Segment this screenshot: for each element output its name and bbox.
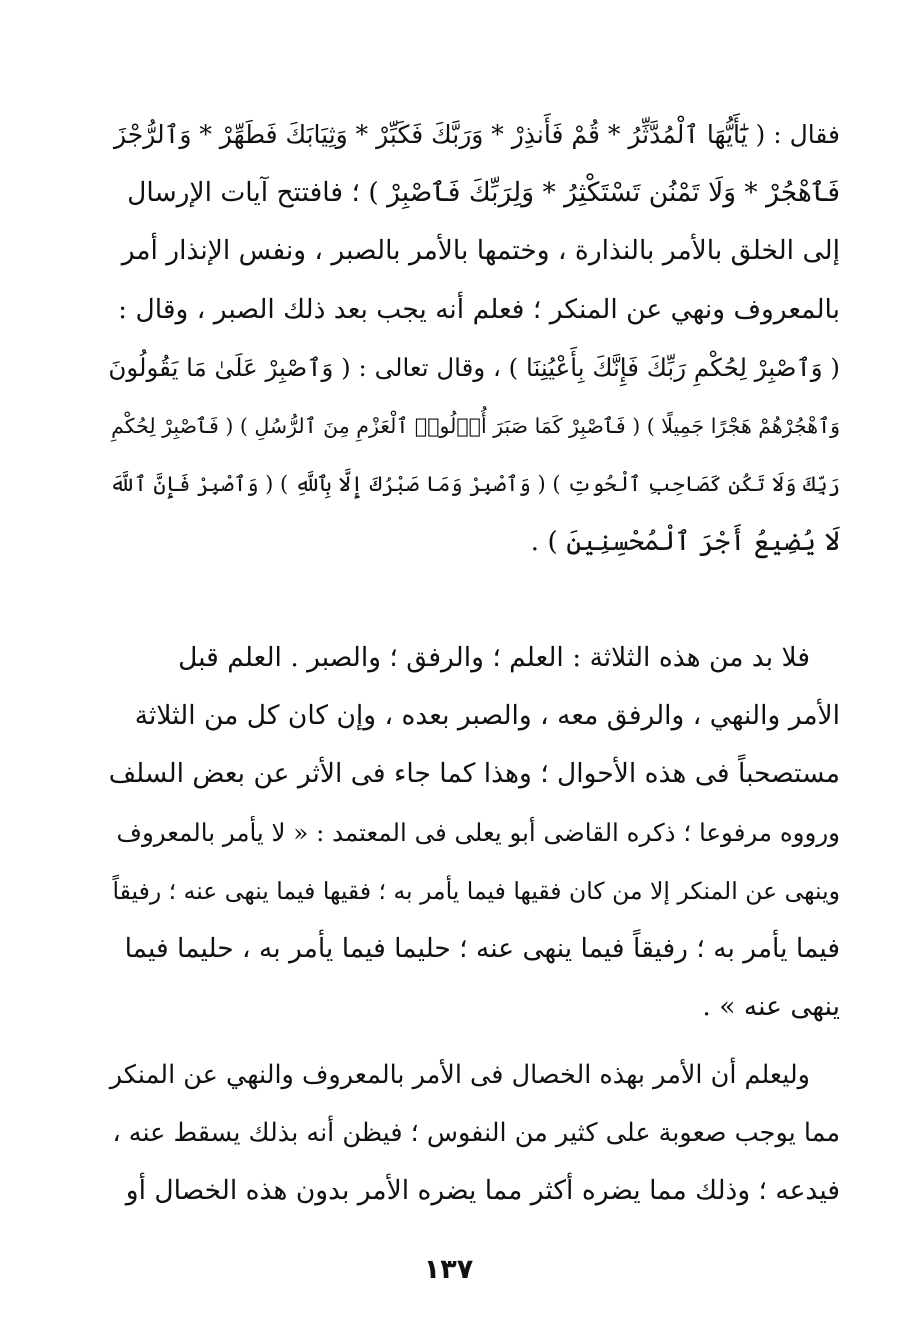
page-number: ١٣٧ [423, 1254, 474, 1285]
paragraph-quran-verses [108, 106, 840, 572]
text-line: مما يوجب صعوبة على كثير من النفوس ؛ فيظن أنه بذلك يسقط عنه ، [112, 1118, 840, 1149]
text-line: ورووه مرفوعا ؛ ذكره القاضى أبو يعلى فى المعتمد : « لا يأمر بالمعروف [116, 817, 840, 847]
text-line: الأمر والنهي ، والرفق معه ، والصبر بعده ، وإن كان كل من الثلاثة [134, 700, 840, 732]
text-line: وليعلم أن الأمر بهذه الخصال فى الأمر بالمعروف والنهي عن المنكر [109, 1060, 810, 1090]
text-line: مستصحباً فى هذه الأحوال ؛ وهذا كما جاء فى الأثر عن بعض السلف [108, 758, 840, 790]
text-line: ينهى عنه » . [702, 991, 840, 1023]
text-line: رَبِّكَ وَلَا تَكُن كَصَاحِبِ ٱلْحُوتِ ) ( وَٱصْبِرْ وَمَا صَبْرُكَ إِلَّا بِٱللَّهِ ) ( وَٱصْبِرْ فَإِنَّ ٱللَّهَ [109, 472, 840, 497]
text-line: لَا يُضِيعُ أَجْرَ ٱلْمُحْسِنِينَ ) . [530, 526, 840, 558]
text-line: وَٱهْجُرْهُمْ هَجْرًا جَمِيلًا ) ( فَٱصْبِرْ كَمَا صَبَرَ أُو۟لُوا۟ ٱلْعَزْمِ مِنَ ٱلرُّسُلِ ) ( فَٱصْبِرْ لِحُكْمِ [111, 414, 840, 439]
text-line: فيدعه ؛ وذلك مما يضره أكثر مما يضره الأمر بدون هذه الخصال أو [125, 1175, 840, 1207]
text-line: وينهى عن المنكر إلا من كان فقيها فيما يأمر به ؛ فقيها فيما ينهى عنه ؛ رفيقاً [112, 876, 840, 905]
text-line: ( وَٱصْبِرْ لِحُكْمِ رَبِّكَ فَإِنَّكَ بِأَعْيُنِنَا ) ، وقال تعالى : ( وَٱصْبِرْ عَلَىٰ مَا يَقُولُونَ [108, 352, 840, 382]
text-line: فيما يأمر به ؛ رفيقاً فيما ينهى عنه ؛ حليما فيما يأمر به ، حليما فيما [124, 933, 840, 965]
paragraph-difficulty [108, 1046, 840, 1221]
text-line: فقال : ( يَٰٓأَيُّهَا ٱلْمُدَّثِّرُ * قُمْ فَأَنذِرْ * وَرَبَّكَ فَكَبِّرْ * وَثِيَابَكَ فَطَهِّرْ * وَٱلرُّجْزَ [114, 120, 840, 149]
paragraph-three-conditions [108, 629, 840, 1036]
text-line: فَٱهْجُرْ * وَلَا تَمْنُن تَسْتَكْثِرُ * وَلِرَبِّكَ فَٱصْبِرْ ) ؛ فافتتح آيات الإرسال [127, 177, 840, 209]
text-line: بالمعروف ونهي عن المنكر ؛ فعلم أنه يجب بعد ذلك الصبر ، وقال : [118, 293, 840, 325]
text-line: فلا بد من هذه الثلاثة : العلم ؛ والرفق ؛ والصبر . العلم قبل [178, 642, 810, 673]
text-line: إلى الخلق بالأمر بالنذارة ، وختمها بالأمر بالصبر ، ونفس الإنذار أمر [121, 235, 840, 267]
